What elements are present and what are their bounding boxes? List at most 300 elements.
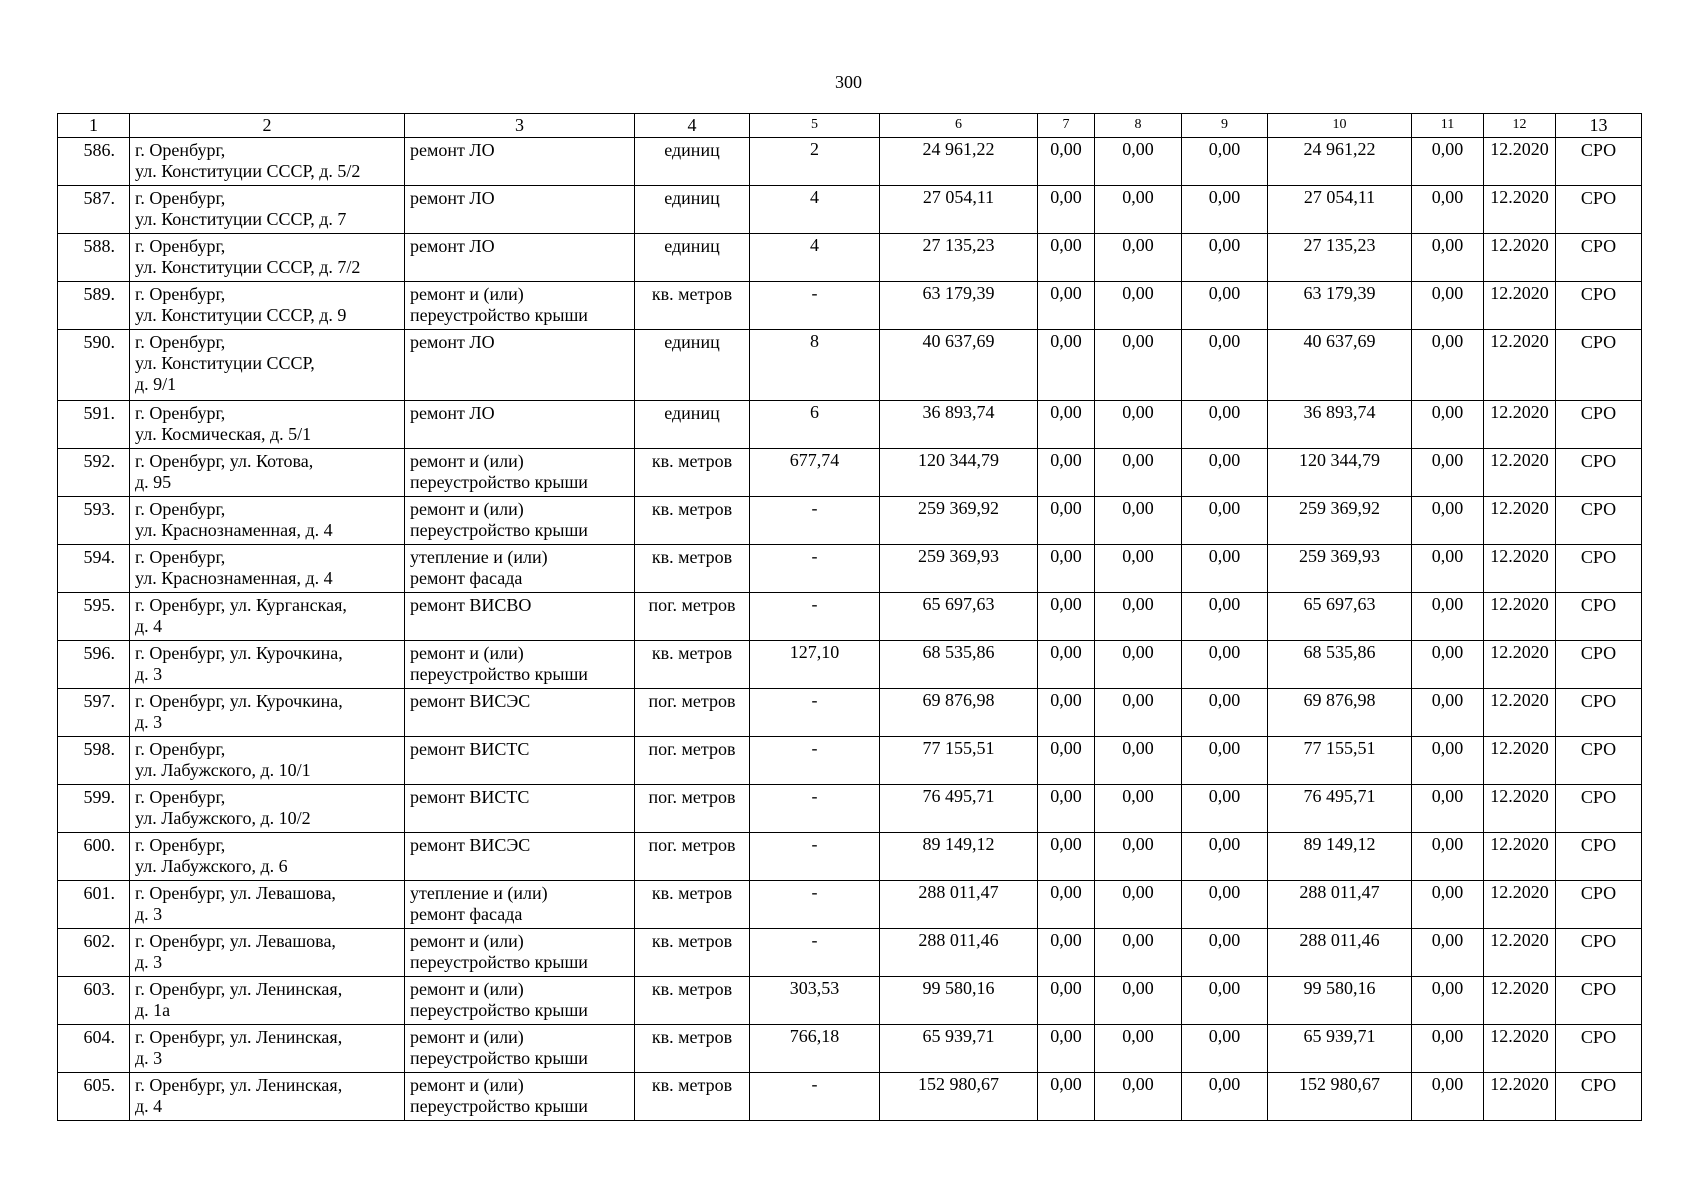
deadline-cell bbox=[1484, 282, 1556, 330]
method-cell bbox=[1556, 593, 1642, 641]
work-type-cell bbox=[405, 881, 635, 929]
cost-owners-cell bbox=[1268, 833, 1412, 881]
cost-budget-local-line: 0,00 bbox=[1208, 882, 1241, 902]
method-cell bbox=[1556, 977, 1642, 1025]
cost-budget-local-cell bbox=[1182, 186, 1268, 234]
cost-other-line: 0,00 bbox=[1431, 594, 1464, 614]
address-line: ул. Лабужского, д. 6 bbox=[135, 856, 288, 876]
col-header-12: 12 bbox=[1484, 114, 1556, 138]
unit-line: пог. метров bbox=[648, 835, 736, 855]
address-line: г. Оренбург, bbox=[135, 499, 226, 519]
cost-fund-cell bbox=[1038, 929, 1095, 977]
address-line: д. 4 bbox=[135, 616, 163, 636]
volume-cell bbox=[750, 833, 880, 881]
table-row bbox=[58, 449, 1642, 497]
row-number-line: 600. bbox=[83, 835, 115, 855]
volume-cell bbox=[750, 737, 880, 785]
total-cost-line: 27 135,23 bbox=[922, 235, 995, 255]
cost-budget-region-cell bbox=[1095, 689, 1182, 737]
row-number-cell bbox=[58, 785, 130, 833]
cost-budget-region-cell bbox=[1095, 545, 1182, 593]
cost-owners-line: 63 179,39 bbox=[1303, 283, 1376, 303]
deadline-cell bbox=[1484, 1025, 1556, 1073]
cost-fund-cell bbox=[1038, 641, 1095, 689]
address-line: д. 3 bbox=[135, 904, 163, 924]
work-type-cell bbox=[405, 282, 635, 330]
unit-line: пог. метров bbox=[648, 787, 736, 807]
volume-cell bbox=[750, 929, 880, 977]
cost-other-cell bbox=[1412, 1025, 1484, 1073]
cost-budget-region-cell bbox=[1095, 1025, 1182, 1073]
cost-budget-region-line: 0,00 bbox=[1122, 450, 1154, 470]
cost-budget-local-line: 0,00 bbox=[1208, 450, 1241, 470]
deadline-line: 12.2020 bbox=[1490, 882, 1549, 902]
cost-other-line: 0,00 bbox=[1431, 187, 1464, 207]
cost-budget-local-line: 0,00 bbox=[1208, 235, 1241, 255]
volume-line: 677,74 bbox=[789, 450, 840, 470]
cost-owners-cell bbox=[1268, 737, 1412, 785]
cost-owners-line: 77 155,51 bbox=[1303, 738, 1376, 758]
cost-budget-region-cell bbox=[1095, 977, 1182, 1025]
row-number-cell bbox=[58, 282, 130, 330]
total-cost-line: 68 535,86 bbox=[922, 642, 995, 662]
table-row bbox=[58, 833, 1642, 881]
cost-owners-line: 120 344,79 bbox=[1299, 450, 1380, 470]
total-cost-cell bbox=[880, 449, 1038, 497]
method-line: СРО bbox=[1580, 403, 1617, 423]
address-line: д. 3 bbox=[135, 952, 163, 972]
method-cell bbox=[1556, 1025, 1642, 1073]
address-cell bbox=[130, 330, 405, 401]
work-type-line: переустройство крыши bbox=[410, 520, 588, 540]
cost-budget-local-line: 0,00 bbox=[1208, 930, 1241, 950]
cost-other-line: 0,00 bbox=[1431, 235, 1464, 255]
unit-line: кв. метров bbox=[651, 499, 733, 519]
work-type-cell bbox=[405, 234, 635, 282]
method-cell bbox=[1556, 881, 1642, 929]
total-cost-cell bbox=[880, 833, 1038, 881]
cost-owners-cell bbox=[1268, 881, 1412, 929]
total-cost-cell bbox=[880, 545, 1038, 593]
method-cell bbox=[1556, 641, 1642, 689]
address-line: ул. Лабужского, д. 10/1 bbox=[135, 760, 311, 780]
deadline-line: 12.2020 bbox=[1490, 978, 1549, 998]
row-number-cell bbox=[58, 593, 130, 641]
address-line: д. 4 bbox=[135, 1096, 163, 1116]
cost-fund-cell bbox=[1038, 1025, 1095, 1073]
total-cost-line: 259 369,93 bbox=[918, 546, 999, 566]
cost-budget-local-line: 0,00 bbox=[1208, 139, 1241, 159]
cost-budget-region-cell bbox=[1095, 449, 1182, 497]
table-row bbox=[58, 1073, 1642, 1121]
address-cell bbox=[130, 401, 405, 449]
cost-budget-region-line: 0,00 bbox=[1122, 546, 1154, 566]
work-type-line: ремонт и (или) bbox=[410, 451, 524, 471]
address-line: г. Оренбург, bbox=[135, 188, 226, 208]
deadline-cell bbox=[1484, 497, 1556, 545]
work-type-cell bbox=[405, 497, 635, 545]
work-type-cell bbox=[405, 545, 635, 593]
deadline-line: 12.2020 bbox=[1490, 402, 1549, 422]
total-cost-cell bbox=[880, 282, 1038, 330]
method-line: СРО bbox=[1580, 595, 1617, 615]
work-type-line: ремонт фасада bbox=[410, 568, 523, 588]
total-cost-cell bbox=[880, 497, 1038, 545]
total-cost-cell bbox=[880, 929, 1038, 977]
volume-line: 127,10 bbox=[789, 642, 840, 662]
work-type-cell bbox=[405, 689, 635, 737]
total-cost-line: 24 961,22 bbox=[922, 139, 995, 159]
work-type-line: ремонт и (или) bbox=[410, 499, 524, 519]
work-type-cell bbox=[405, 138, 635, 186]
cost-budget-region-cell bbox=[1095, 881, 1182, 929]
cost-other-line: 0,00 bbox=[1431, 786, 1464, 806]
cost-budget-local-cell bbox=[1182, 977, 1268, 1025]
row-number-cell bbox=[58, 833, 130, 881]
cost-owners-line: 76 495,71 bbox=[1303, 786, 1376, 806]
volume-line: 303,53 bbox=[789, 978, 840, 998]
address-line: д. 95 bbox=[135, 472, 172, 492]
work-type-line: переустройство крыши bbox=[410, 952, 588, 972]
cost-budget-region-cell bbox=[1095, 641, 1182, 689]
method-line: СРО bbox=[1580, 691, 1617, 711]
cost-budget-region-line: 0,00 bbox=[1122, 690, 1154, 710]
col-header-11: 11 bbox=[1412, 114, 1484, 138]
work-type-line: ремонт и (или) bbox=[410, 284, 524, 304]
cost-budget-local-line: 0,00 bbox=[1208, 1026, 1241, 1046]
deadline-cell bbox=[1484, 689, 1556, 737]
table-row bbox=[58, 330, 1642, 401]
table-row bbox=[58, 401, 1642, 449]
address-line: ул. Лабужского, д. 10/2 bbox=[135, 808, 311, 828]
work-type-cell bbox=[405, 641, 635, 689]
cost-owners-cell bbox=[1268, 330, 1412, 401]
address-line: г. Оренбург, ул. Ленинская, bbox=[135, 1075, 343, 1095]
work-type-line: утепление и (или) bbox=[410, 883, 548, 903]
work-type-line: ремонт ЛО bbox=[410, 236, 495, 256]
cost-budget-region-line: 0,00 bbox=[1122, 331, 1154, 351]
unit-line: кв. метров bbox=[651, 931, 733, 951]
address-line: ул. Краснознаменная, д. 4 bbox=[135, 520, 333, 540]
cost-owners-line: 69 876,98 bbox=[1303, 690, 1376, 710]
deadline-line: 12.2020 bbox=[1490, 450, 1549, 470]
deadline-line: 12.2020 bbox=[1490, 546, 1549, 566]
deadline-cell bbox=[1484, 449, 1556, 497]
method-line: СРО bbox=[1580, 1075, 1617, 1095]
unit-cell bbox=[635, 737, 750, 785]
address-cell bbox=[130, 497, 405, 545]
method-cell bbox=[1556, 282, 1642, 330]
work-type-cell bbox=[405, 929, 635, 977]
cost-owners-line: 65 939,71 bbox=[1303, 1026, 1376, 1046]
table-row bbox=[58, 1025, 1642, 1073]
col-header-1: 1 bbox=[58, 114, 130, 138]
volume-line: 2 bbox=[810, 139, 819, 159]
address-line: г. Оренбург, bbox=[135, 739, 226, 759]
cost-budget-region-cell bbox=[1095, 785, 1182, 833]
cost-budget-region-line: 0,00 bbox=[1122, 187, 1154, 207]
work-type-line: ремонт ЛО bbox=[410, 332, 495, 352]
address-line: д. 9/1 bbox=[135, 374, 177, 394]
deadline-line: 12.2020 bbox=[1490, 235, 1549, 255]
row-number-line: 597. bbox=[83, 691, 115, 711]
cost-fund-cell bbox=[1038, 833, 1095, 881]
work-type-line: ремонт и (или) bbox=[410, 643, 524, 663]
volume-line: - bbox=[811, 1074, 818, 1094]
volume-cell bbox=[750, 641, 880, 689]
total-cost-line: 77 155,51 bbox=[922, 738, 995, 758]
volume-line: - bbox=[811, 498, 818, 518]
cost-owners-line: 259 369,92 bbox=[1299, 498, 1380, 518]
unit-line: единиц bbox=[664, 236, 720, 256]
row-number-cell bbox=[58, 330, 130, 401]
cost-fund-line: 0,00 bbox=[1050, 139, 1082, 159]
unit-line: единиц bbox=[664, 188, 720, 208]
cost-fund-line: 0,00 bbox=[1050, 594, 1082, 614]
work-type-line: ремонт ЛО bbox=[410, 140, 495, 160]
cost-owners-line: 65 697,63 bbox=[1303, 594, 1376, 614]
unit-cell bbox=[635, 330, 750, 401]
row-number-line: 596. bbox=[83, 643, 115, 663]
deadline-line: 12.2020 bbox=[1490, 139, 1549, 159]
deadline-line: 12.2020 bbox=[1490, 930, 1549, 950]
cost-fund-cell bbox=[1038, 138, 1095, 186]
volume-line: - bbox=[811, 738, 818, 758]
address-line: г. Оренбург, ул. Левашова, bbox=[135, 883, 336, 903]
cost-other-line: 0,00 bbox=[1431, 738, 1464, 758]
work-type-cell bbox=[405, 1073, 635, 1121]
cost-other-line: 0,00 bbox=[1431, 1074, 1464, 1094]
cost-fund-line: 0,00 bbox=[1050, 546, 1082, 566]
unit-line: кв. метров bbox=[651, 979, 733, 999]
cost-budget-region-line: 0,00 bbox=[1122, 139, 1154, 159]
row-number-line: 595. bbox=[83, 595, 115, 615]
row-number-line: 593. bbox=[83, 499, 115, 519]
cost-budget-local-line: 0,00 bbox=[1208, 546, 1241, 566]
address-cell bbox=[130, 737, 405, 785]
cost-other-line: 0,00 bbox=[1431, 402, 1464, 422]
method-line: СРО bbox=[1580, 835, 1617, 855]
cost-owners-line: 27 054,11 bbox=[1303, 187, 1376, 207]
cost-other-line: 0,00 bbox=[1431, 331, 1464, 351]
table-row bbox=[58, 737, 1642, 785]
work-type-line: ремонт ЛО bbox=[410, 403, 495, 423]
cost-budget-local-cell bbox=[1182, 330, 1268, 401]
method-line: СРО bbox=[1580, 547, 1617, 567]
address-line: г. Оренбург, bbox=[135, 140, 226, 160]
cost-budget-local-line: 0,00 bbox=[1208, 642, 1241, 662]
cost-owners-cell bbox=[1268, 641, 1412, 689]
cost-other-line: 0,00 bbox=[1431, 1026, 1464, 1046]
address-line: ул. Конституции СССР, д. 7/2 bbox=[135, 257, 361, 277]
address-line: ул. Краснознаменная, д. 4 bbox=[135, 568, 333, 588]
row-number-cell bbox=[58, 689, 130, 737]
method-line: СРО bbox=[1580, 1027, 1617, 1047]
cost-budget-region-cell bbox=[1095, 282, 1182, 330]
table-row bbox=[58, 186, 1642, 234]
cost-owners-line: 288 011,47 bbox=[1299, 882, 1380, 902]
volume-line: 8 bbox=[810, 331, 819, 351]
cost-owners-line: 89 149,12 bbox=[1303, 834, 1376, 854]
address-line: г. Оренбург, ул. Курганская, bbox=[135, 595, 347, 615]
cost-fund-line: 0,00 bbox=[1050, 1026, 1082, 1046]
deadline-line: 12.2020 bbox=[1490, 1026, 1549, 1046]
col-header-6: 6 bbox=[880, 114, 1038, 138]
cost-budget-local-cell bbox=[1182, 785, 1268, 833]
col-header-2: 2 bbox=[130, 114, 405, 138]
work-type-line: ремонт и (или) bbox=[410, 931, 524, 951]
method-line: СРО bbox=[1580, 787, 1617, 807]
work-type-line: ремонт и (или) bbox=[410, 1075, 524, 1095]
total-cost-cell bbox=[880, 1073, 1038, 1121]
work-type-line: переустройство крыши bbox=[410, 664, 588, 684]
cost-other-line: 0,00 bbox=[1431, 139, 1464, 159]
volume-cell bbox=[750, 1073, 880, 1121]
cost-other-cell bbox=[1412, 138, 1484, 186]
volume-cell bbox=[750, 282, 880, 330]
cost-fund-cell bbox=[1038, 689, 1095, 737]
work-type-line: переустройство крыши bbox=[410, 1000, 588, 1020]
cost-other-cell bbox=[1412, 330, 1484, 401]
total-cost-cell bbox=[880, 138, 1038, 186]
work-type-line: ремонт ЛО bbox=[410, 188, 495, 208]
address-cell bbox=[130, 282, 405, 330]
deadline-cell bbox=[1484, 186, 1556, 234]
cost-budget-region-cell bbox=[1095, 833, 1182, 881]
cost-fund-line: 0,00 bbox=[1050, 978, 1082, 998]
row-number-line: 602. bbox=[83, 931, 115, 951]
cost-fund-line: 0,00 bbox=[1050, 1074, 1082, 1094]
cost-other-cell bbox=[1412, 1073, 1484, 1121]
cost-other-cell bbox=[1412, 881, 1484, 929]
address-cell bbox=[130, 1025, 405, 1073]
work-type-cell bbox=[405, 186, 635, 234]
table-row bbox=[58, 785, 1642, 833]
cost-other-line: 0,00 bbox=[1431, 882, 1464, 902]
cost-other-cell bbox=[1412, 449, 1484, 497]
total-cost-cell bbox=[880, 1025, 1038, 1073]
method-cell bbox=[1556, 449, 1642, 497]
method-cell bbox=[1556, 737, 1642, 785]
row-number-cell bbox=[58, 545, 130, 593]
cost-budget-region-cell bbox=[1095, 186, 1182, 234]
address-cell bbox=[130, 1073, 405, 1121]
cost-budget-local-line: 0,00 bbox=[1208, 187, 1241, 207]
cost-other-cell bbox=[1412, 785, 1484, 833]
volume-line: - bbox=[811, 882, 818, 902]
address-cell bbox=[130, 977, 405, 1025]
total-cost-line: 69 876,98 bbox=[922, 690, 995, 710]
cost-budget-local-line: 0,00 bbox=[1208, 690, 1241, 710]
col-header-9: 9 bbox=[1182, 114, 1268, 138]
cost-fund-line: 0,00 bbox=[1050, 834, 1082, 854]
cost-fund-line: 0,00 bbox=[1050, 498, 1082, 518]
address-cell bbox=[130, 545, 405, 593]
row-number-cell bbox=[58, 1025, 130, 1073]
address-cell bbox=[130, 785, 405, 833]
cost-other-line: 0,00 bbox=[1431, 930, 1464, 950]
table-row bbox=[58, 977, 1642, 1025]
table-row bbox=[58, 689, 1642, 737]
cost-owners-cell bbox=[1268, 401, 1412, 449]
row-number-line: 590. bbox=[83, 332, 115, 352]
unit-cell bbox=[635, 545, 750, 593]
cost-other-cell bbox=[1412, 234, 1484, 282]
address-cell bbox=[130, 881, 405, 929]
cost-budget-region-cell bbox=[1095, 497, 1182, 545]
cost-fund-cell bbox=[1038, 881, 1095, 929]
address-cell bbox=[130, 449, 405, 497]
unit-cell bbox=[635, 138, 750, 186]
cost-budget-local-cell bbox=[1182, 401, 1268, 449]
work-type-line: ремонт ВИСТС bbox=[410, 739, 530, 759]
total-cost-line: 76 495,71 bbox=[922, 786, 995, 806]
cost-budget-local-cell bbox=[1182, 234, 1268, 282]
cost-owners-line: 99 580,16 bbox=[1303, 978, 1376, 998]
unit-line: кв. метров bbox=[651, 284, 733, 304]
row-number-cell bbox=[58, 401, 130, 449]
cost-budget-region-cell bbox=[1095, 593, 1182, 641]
cost-budget-region-line: 0,00 bbox=[1122, 930, 1154, 950]
volume-cell bbox=[750, 234, 880, 282]
address-line: г. Оренбург, ул. Котова, bbox=[135, 451, 314, 471]
volume-cell bbox=[750, 330, 880, 401]
method-cell bbox=[1556, 234, 1642, 282]
cost-owners-line: 288 011,46 bbox=[1299, 930, 1380, 950]
cost-budget-local-line: 0,00 bbox=[1208, 498, 1241, 518]
cost-budget-region-line: 0,00 bbox=[1122, 1026, 1154, 1046]
address-line: г. Оренбург, ул. Курочкина, bbox=[135, 691, 343, 711]
cost-other-line: 0,00 bbox=[1431, 283, 1464, 303]
total-cost-cell bbox=[880, 737, 1038, 785]
cost-fund-line: 0,00 bbox=[1050, 235, 1082, 255]
deadline-cell bbox=[1484, 785, 1556, 833]
cost-budget-local-cell bbox=[1182, 737, 1268, 785]
cost-budget-region-cell bbox=[1095, 737, 1182, 785]
total-cost-line: 65 697,63 bbox=[922, 594, 995, 614]
unit-line: кв. метров bbox=[651, 451, 733, 471]
row-number-line: 591. bbox=[83, 403, 115, 423]
deadline-line: 12.2020 bbox=[1490, 690, 1549, 710]
row-number-cell bbox=[58, 641, 130, 689]
volume-cell bbox=[750, 449, 880, 497]
unit-cell bbox=[635, 234, 750, 282]
cost-budget-region-line: 0,00 bbox=[1122, 642, 1154, 662]
cost-owners-cell bbox=[1268, 689, 1412, 737]
address-line: г. Оренбург, ул. Курочкина, bbox=[135, 643, 343, 663]
cost-fund-line: 0,00 bbox=[1050, 187, 1082, 207]
row-number-cell bbox=[58, 881, 130, 929]
method-line: СРО bbox=[1580, 236, 1617, 256]
cost-budget-local-cell bbox=[1182, 929, 1268, 977]
cost-budget-local-cell bbox=[1182, 545, 1268, 593]
volume-cell bbox=[750, 593, 880, 641]
method-line: СРО bbox=[1580, 739, 1617, 759]
address-line: ул. Конституции СССР, д. 7 bbox=[135, 209, 347, 229]
cost-fund-line: 0,00 bbox=[1050, 450, 1082, 470]
method-line: СРО bbox=[1580, 140, 1617, 160]
unit-line: кв. метров bbox=[651, 1027, 733, 1047]
deadline-line: 12.2020 bbox=[1490, 786, 1549, 806]
address-line: г. Оренбург, bbox=[135, 403, 226, 423]
volume-line: 766,18 bbox=[789, 1026, 840, 1046]
cost-other-line: 0,00 bbox=[1431, 546, 1464, 566]
total-cost-line: 65 939,71 bbox=[922, 1026, 995, 1046]
cost-budget-region-line: 0,00 bbox=[1122, 1074, 1154, 1094]
total-cost-cell bbox=[880, 330, 1038, 401]
total-cost-cell bbox=[880, 641, 1038, 689]
cost-budget-region-line: 0,00 bbox=[1122, 498, 1154, 518]
